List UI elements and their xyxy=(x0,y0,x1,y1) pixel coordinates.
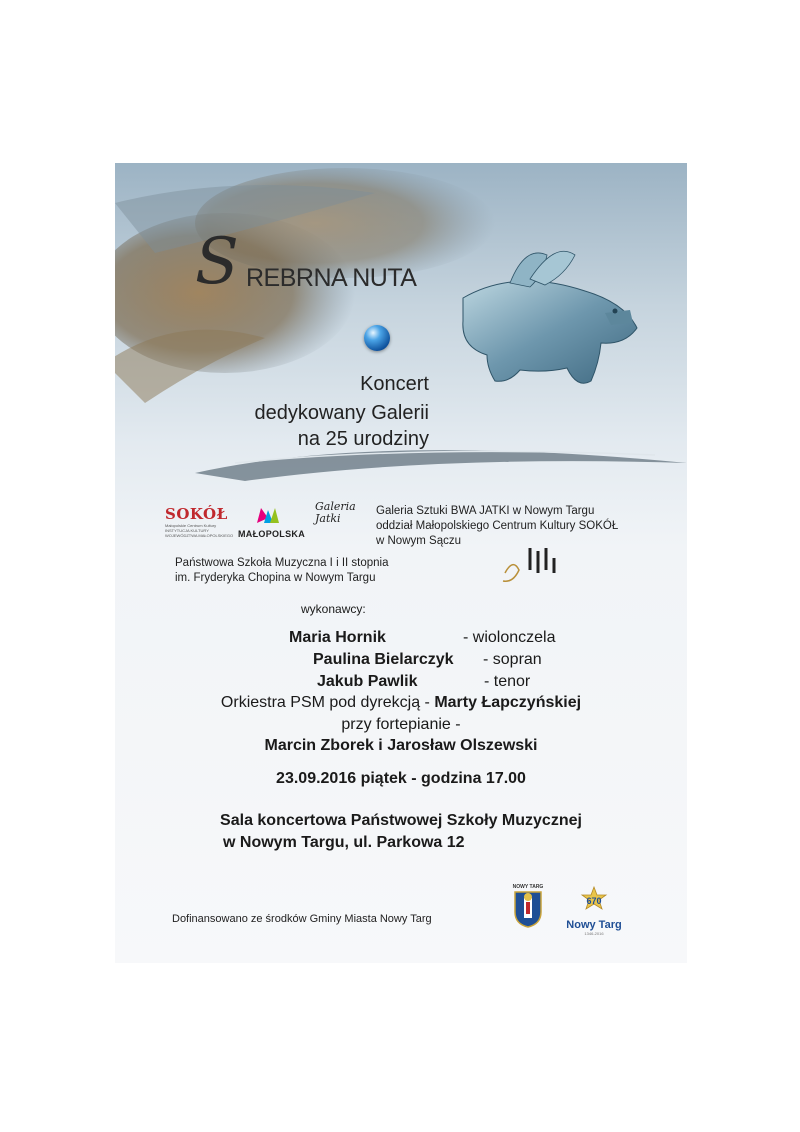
school-info xyxy=(175,556,389,586)
school-line-2: im. Fryderyka Chopina w Nowym Targu xyxy=(175,572,376,584)
nowy-targ-coat-of-arms xyxy=(511,884,545,933)
galeria-logo-line-1: Galeria xyxy=(315,500,356,513)
sokol-logo-sub-2: INSTYTUCJA KULTURY xyxy=(165,528,209,533)
anniversary-label: Nowy Targ xyxy=(566,919,622,931)
anniversary-number: 670 xyxy=(586,896,602,906)
performer-name-1: Maria Hornik xyxy=(289,629,386,646)
sokol-logo xyxy=(165,505,234,538)
sokol-logo-sub-3: WOJEWÓDZTWA MAŁOPOLSKIEGO xyxy=(165,533,234,538)
performer-role-1: - wiolonczela xyxy=(463,629,556,646)
pianists: Marcin Zborek i Jarosław Olszewski xyxy=(264,737,538,754)
organizer-info xyxy=(376,504,618,549)
coat-of-arms-icon xyxy=(513,890,543,928)
malopolska-label: MAŁOPOLSKA xyxy=(238,529,305,539)
coat-of-arms-caption: NOWY TARG xyxy=(512,884,544,890)
title-text: REBRNA NUTA xyxy=(246,264,417,292)
orchestra-line xyxy=(115,694,687,712)
venue-line-2: w Nowym Targu, ul. Parkowa 12 xyxy=(223,834,465,851)
concert-line-3: na 25 urodziny xyxy=(297,428,429,450)
galeria-logo-line-2: Jatki xyxy=(315,512,341,525)
galeria-jatki-logo xyxy=(315,501,356,525)
funding-note: Dofinansowano ze środków Gminy Miasta Nowy Targ xyxy=(172,913,432,925)
organizer-line-1: Galeria Sztuki BWA JATKI w Nowym Targu xyxy=(376,505,595,517)
concert-line-1: Koncert xyxy=(360,373,429,395)
performer-name-3: Jakub Pawlik xyxy=(317,673,418,690)
poster xyxy=(115,163,687,963)
concert-line-2: dedykowany Galerii xyxy=(254,402,429,424)
performer-role-3: - tenor xyxy=(484,673,531,690)
performers-label: wykonawcy: xyxy=(301,602,366,616)
conductor-name: Marty Łapczyńskiej xyxy=(434,694,582,711)
anniversary-star-icon xyxy=(577,885,611,915)
swoosh-decoration xyxy=(195,450,687,481)
anniversary-logo xyxy=(565,885,623,936)
malopolska-m-icon xyxy=(255,506,281,524)
title-initial: S xyxy=(195,225,239,299)
bwa-jatki-emblem xyxy=(503,548,554,581)
malopolska-logo xyxy=(238,506,305,539)
event-datetime: 23.09.2016 piątek - godzina 17.00 xyxy=(276,770,526,787)
school-line-1: Państwowa Szkoła Muzyczna I i II stopnia xyxy=(175,557,389,569)
performer-role-2: - sopran xyxy=(483,651,542,668)
piano-label: przy fortepianie - xyxy=(341,716,461,733)
organizer-line-3: w Nowym Sączu xyxy=(376,535,461,547)
blue-orb-icon xyxy=(364,325,390,351)
sokol-logo-sub-1: Małopolskie Centrum Kultury xyxy=(165,523,217,528)
orchestra-text: Orkiestra PSM pod dyrekcją - xyxy=(220,694,435,711)
performer-name-2: Paulina Bielarczyk xyxy=(313,651,454,668)
flying-pig-sculpture xyxy=(463,251,637,383)
anniversary-years: 1346-2016 xyxy=(584,931,604,936)
venue-line-1: Sala koncertowa Państwowej Szkoły Muzycznej xyxy=(220,812,582,829)
sokol-logo-name: SOKÓŁ xyxy=(165,505,228,523)
organizer-line-2: oddział Małopolskiego Centrum Kultury SOKÓŁ xyxy=(376,520,619,532)
